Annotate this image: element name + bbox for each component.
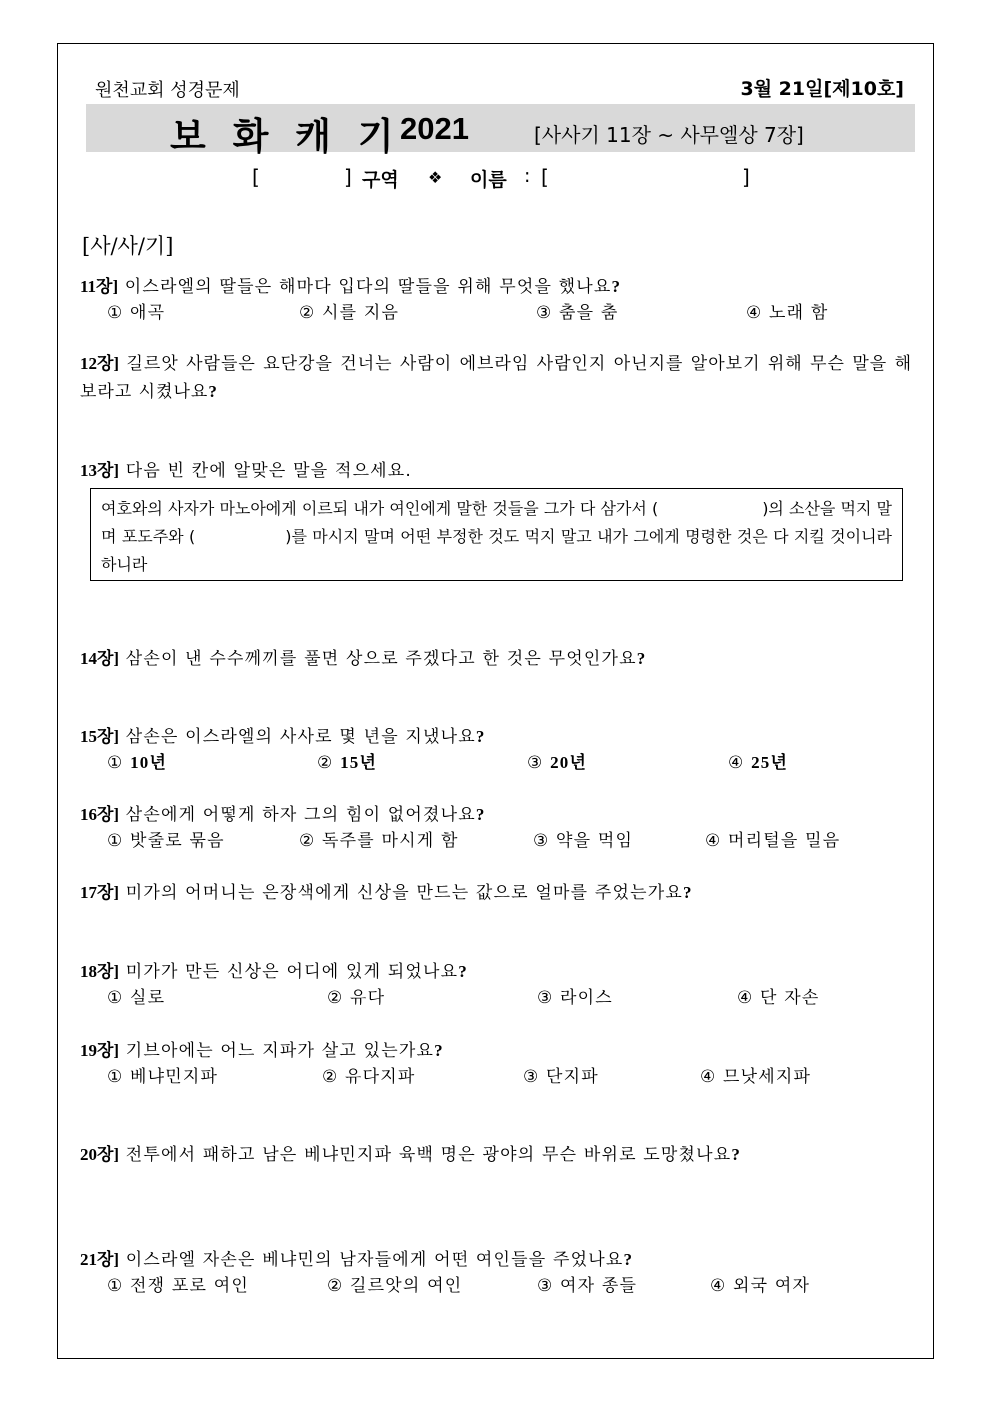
question-mark: ?: [623, 1250, 634, 1269]
question-20: [80, 1140, 741, 1165]
question-16: [80, 800, 486, 825]
question-mark: ?: [611, 277, 622, 296]
question-number: 19장]: [80, 1041, 120, 1060]
option-value: 15년: [340, 753, 378, 772]
question-mark: ?: [475, 727, 486, 746]
option-marker: ④: [728, 753, 745, 773]
q19-option-2: ② 유다지파: [322, 1067, 416, 1087]
question-text: 다음 빈 칸에 알맞은 말을 적으세요.: [125, 461, 413, 481]
date-text: 3월 21일: [740, 78, 824, 100]
name-label: 이름: [470, 169, 507, 191]
q15-option-4: [728, 748, 788, 773]
question-number: 17장]: [80, 883, 120, 902]
question-number: 20장]: [80, 1145, 120, 1164]
q18-option-3: ③ 라이스: [537, 988, 613, 1008]
section-title: [사/사/기]: [82, 234, 174, 258]
issue-number: [제10호]: [823, 78, 904, 100]
q21-option-2: ② 길르앗의 여인: [327, 1276, 463, 1296]
question-mark: ?: [682, 883, 693, 902]
option-marker: ③: [527, 753, 544, 773]
q16-option-1: ① 밧줄로 묶음: [107, 831, 225, 851]
question-number: 11장]: [80, 277, 119, 296]
fill-in-blank-box: [90, 488, 903, 581]
question-text: 삼손에게 어떻게 하자 그의 힘이 없어졌나요: [125, 805, 476, 825]
q16-option-2: ② 독주를 마시게 함: [299, 831, 459, 851]
question-18: [80, 957, 468, 982]
question-mark: ?: [636, 649, 647, 668]
page-title: 보 화 캐 기: [170, 115, 401, 158]
district-label: 구역: [362, 169, 399, 191]
q15-option-2: [317, 748, 377, 773]
question-number: 21장]: [80, 1250, 120, 1269]
q18-option-1: ① 실로: [107, 988, 166, 1008]
question-text: 전투에서 패하고 남은 베냐민지파 육백 명은 광야의 무슨 바위로 도망쳤나요: [125, 1145, 732, 1165]
q11-option-3: ③ 춤을 춤: [536, 303, 619, 323]
q11-option-2: ② 시를 지음: [299, 303, 400, 323]
q19-option-1: ① 베냐민지파: [107, 1067, 219, 1087]
question-mark: ?: [434, 1041, 444, 1060]
question-mark: ?: [475, 805, 486, 824]
question-11: [80, 272, 621, 297]
q15-option-3: [527, 748, 587, 773]
q16-option-3: ③ 약을 먹임: [533, 831, 634, 851]
district-bracket-close: ]: [344, 165, 352, 189]
question-number: 14장]: [80, 649, 120, 668]
question-mark: ?: [208, 382, 218, 401]
question-number: 16장]: [80, 805, 120, 824]
question-17: [80, 878, 693, 903]
q19-option-3: ③ 단지파: [523, 1067, 599, 1087]
q16-option-4: ④ 머리털을 밀음: [705, 831, 841, 851]
box-text-part2: )의 소산을 먹지 말며 포도주와 (: [101, 499, 892, 546]
question-21: [80, 1245, 633, 1270]
scripture-range: [사사기 11장 ~ 사무엘상 7장]: [534, 123, 804, 147]
q15-option-1: [107, 748, 167, 773]
question-14: [80, 644, 646, 669]
issue-date: [740, 74, 904, 101]
q21-option-4: ④ 외국 여자: [710, 1276, 811, 1296]
box-text-part1: 여호와의 사자가 마노아에게 이르되 내가 여인에게 말한 것들을 그가 다 삼가서 (: [101, 499, 659, 518]
question-text: 이스라엘의 딸들은 해마다 입다의 딸들을 위해 무엇을 했나요: [124, 277, 612, 297]
question-12: [80, 350, 912, 406]
question-number: 15장]: [80, 727, 120, 746]
question-number: 12장]: [80, 354, 120, 373]
option-value: 10년: [130, 753, 168, 772]
option-value: 25년: [751, 753, 789, 772]
q21-option-1: ① 전쟁 포로 여인: [107, 1276, 249, 1296]
question-text: 미가의 어머니는 은장색에게 신상을 만드는 값으로 얼마를 주었는가요: [125, 883, 683, 903]
question-mark: ?: [458, 962, 468, 981]
question-text: 미가가 만든 신상은 어디에 있게 되었나요: [125, 962, 459, 982]
q11-option-1: ① 애곡: [107, 303, 166, 323]
question-19: [80, 1036, 444, 1061]
option-value: 20년: [550, 753, 588, 772]
church-name: 원천교회 성경문제: [95, 80, 240, 101]
q21-option-3: ③ 여자 종들: [537, 1276, 638, 1296]
name-bracket-open: [: [541, 165, 549, 189]
question-text: 길르앗 사람들은 요단강을 건너는 사람이 에브라임 사람인지 아닌지를 알아보기 위해 무슨 말을 해 보라고 시켰나요: [80, 354, 912, 402]
option-marker: ①: [107, 753, 124, 773]
question-13: [80, 456, 412, 481]
question-15: [80, 722, 486, 747]
q18-option-4: ④ 단 자손: [737, 988, 820, 1008]
separator-icon: ❖: [428, 168, 443, 187]
question-number: 18장]: [80, 962, 120, 981]
question-text: 기브아에는 어느 지파가 살고 있는가요: [125, 1041, 435, 1061]
title-year: 2021: [400, 111, 469, 146]
question-mark: ?: [731, 1145, 742, 1164]
name-colon: :: [524, 165, 531, 187]
question-text: 이스라엘 자손은 베냐민의 남자들에게 어떤 여인들을 주었나요: [125, 1250, 624, 1270]
question-text: 삼손은 이스라엘의 사사로 몇 년을 지냈나요: [125, 727, 476, 747]
question-number: 13장]: [80, 461, 120, 480]
question-text: 삼손이 낸 수수께끼를 풀면 상으로 주겠다고 한 것은 무엇인가요: [125, 649, 637, 669]
district-bracket-open: [: [252, 165, 260, 189]
q19-option-4: ④ 므낫세지파: [700, 1067, 812, 1087]
name-bracket-close: ]: [742, 165, 750, 189]
option-marker: ②: [317, 753, 334, 773]
box-text-part3: )를 마시지 말며 어떤 부정한 것도 먹지 말고 내가 그에게 명령한 것은 다 지킬 것이니라 하니라: [101, 527, 893, 574]
q18-option-2: ② 유다: [327, 988, 386, 1008]
q11-option-4: ④ 노래 함: [746, 303, 829, 323]
